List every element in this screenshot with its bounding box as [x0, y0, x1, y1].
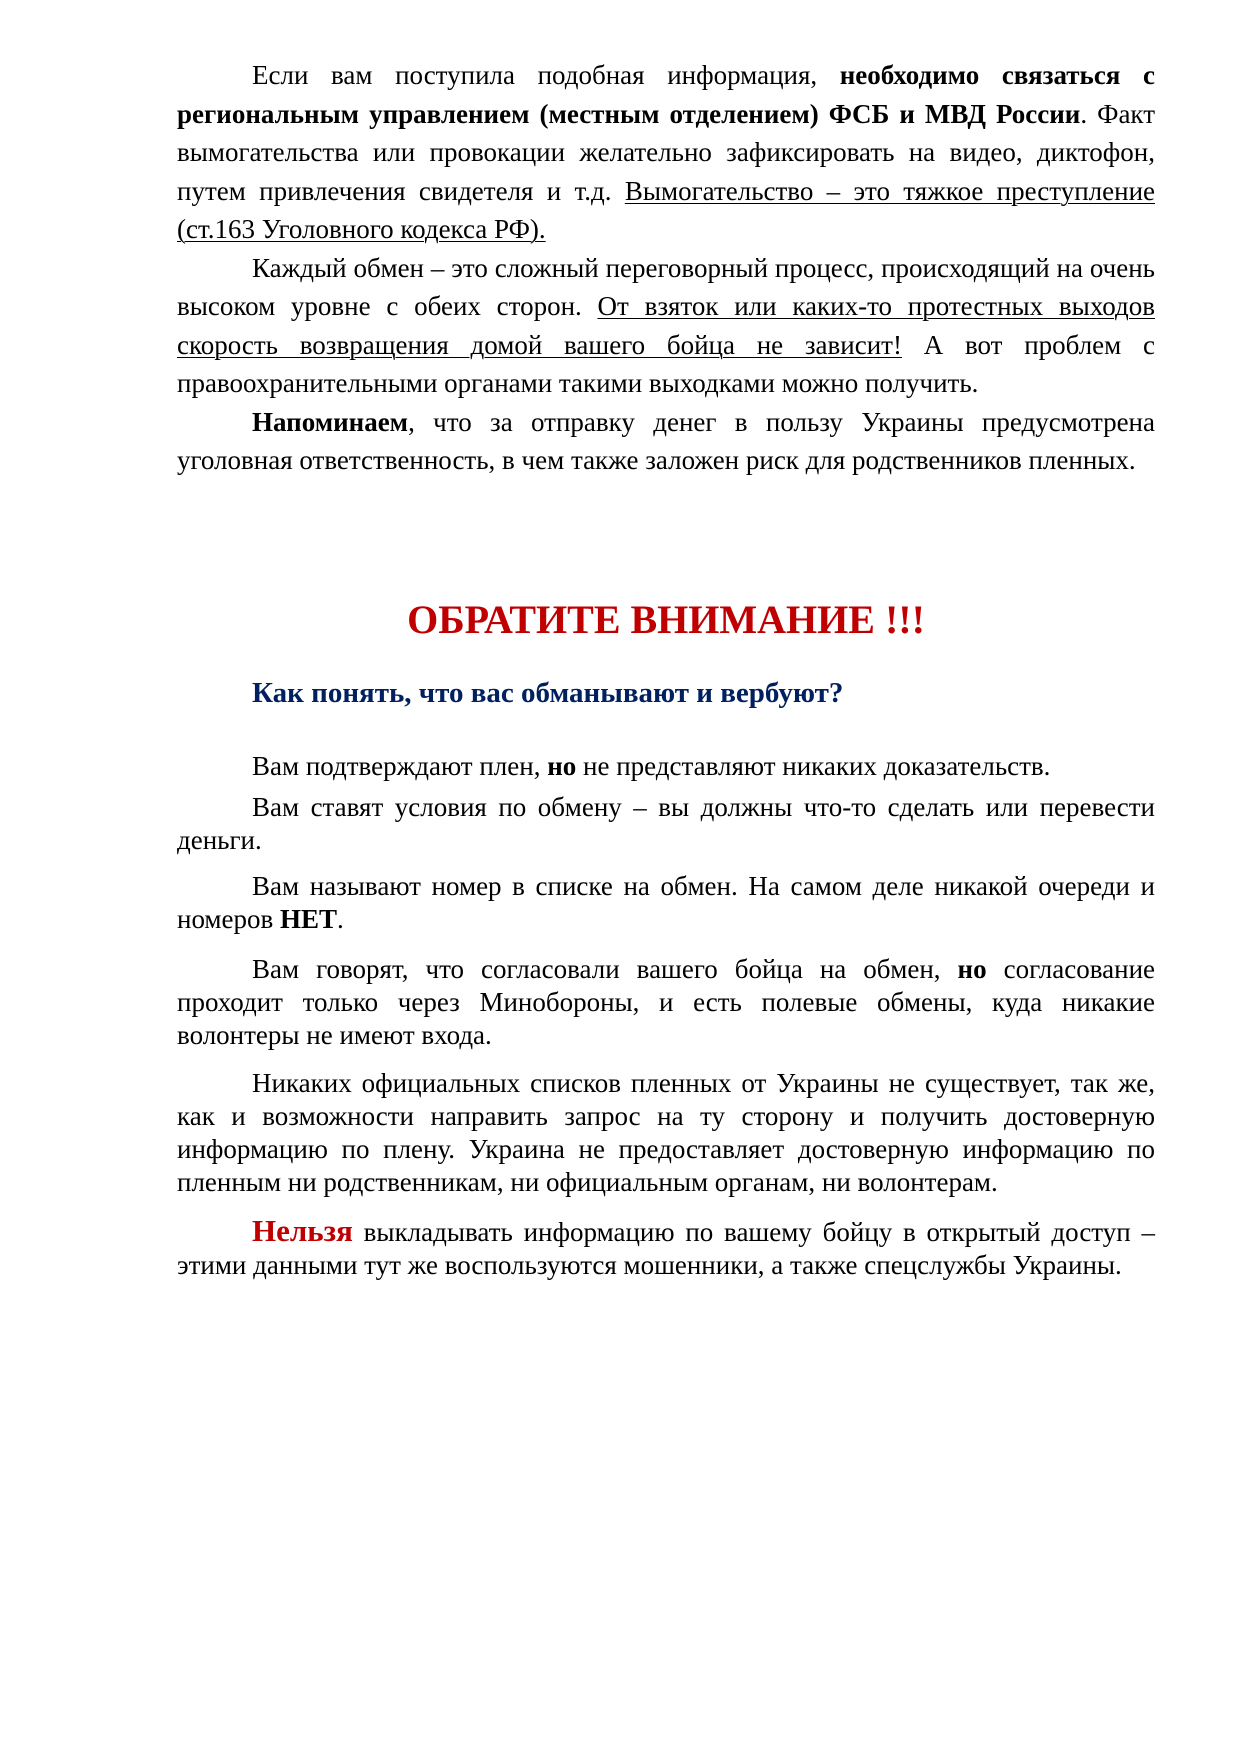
text-run: Никаких официальных списков пленных от Украины не существует, так же, как и возможности направить запрос на ту сторону и получить достоверную информацию по плену. Украина не предоставляет достоверную информацию по пленным ни родственникам, ни официальным органам, ни волонтерам. [177, 1068, 1155, 1197]
text-run: не представляют никаких доказательств. [576, 751, 1051, 781]
text-run: согласование проходит только через Минобороны, и есть полевые обмены, куда никакие волонтеры не имеют входа. [177, 954, 1155, 1050]
paragraph-contact-authorities [177, 56, 1155, 249]
emphasis-forbidden: Нельзя [252, 1213, 353, 1248]
sign-agreed-exchange [177, 953, 1155, 1052]
paragraph-exchange-process [177, 249, 1155, 403]
emphasis-reminder: Напоминаем [252, 406, 409, 437]
text-run: А вот проблем с правоохранительными органами такими выходками можно получить. [177, 329, 1155, 398]
underlined-extortion-warning: Вымогательство – это тяжкое преступление (ст.163 Уголовного кодекса РФ). [177, 175, 1156, 244]
text-run: Каждый обмен – это сложный переговорный процесс, происходящий на очень высоком уровне с обеих сторон. [177, 252, 1155, 321]
text-run: . [337, 904, 344, 934]
sign-exchange-conditions [177, 791, 1155, 857]
text-run: , что за отправку денег в пользу Украины предусмотрена уголовная ответственность, в чем также заложен риск для родственников пленных. [177, 406, 1155, 475]
signs-section [177, 750, 1155, 1282]
text-run: . Факт вымогательства или провокации желательно зафиксировать на видео, диктофон, путем привлечения свидетеля и т.д. [177, 98, 1155, 206]
emphasis-no: НЕТ [280, 904, 338, 934]
sign-list-number [177, 870, 1155, 936]
emphasis-but: но [547, 751, 577, 781]
text-run: Вам ставят условия по обмену – вы должны что-то сделать или перевести деньги. [177, 792, 1155, 855]
text-run: Если вам поступила подобная информация, [252, 60, 840, 90]
attention-title: ОБРАТИТЕ ВНИМАНИЕ !!! [407, 597, 925, 642]
emphasis-contact-fsb-mvd: необходимо связаться с региональным управлением (местным отделением) ФСБ и МВД России [177, 60, 1156, 129]
emphasis-but: но [957, 954, 987, 984]
sign-do-not-publish [177, 1214, 1155, 1282]
underlined-bribes-warning: От взяток или каких-то протестных выходов скорость возвращения домой вашего бойца не зависит! [177, 291, 1155, 360]
sign-no-proof [177, 750, 1155, 783]
sign-no-official-lists [177, 1067, 1155, 1199]
text-run: Вам говорят, что согласовали вашего бойца на обмен, [252, 954, 958, 984]
section-subtitle: Как понять, что вас обманывают и вербуют? [252, 677, 844, 709]
text-run: Вам подтверждают плен, [252, 751, 548, 781]
paragraph-reminder [177, 403, 1155, 480]
text-run: Вам называют номер в списке на обмен. На самом деле никакой очереди и номеров [177, 871, 1155, 934]
intro-section [177, 56, 1155, 480]
text-run: выкладывать информацию по вашему бойцу в открытый доступ – этими данными тут же воспользуются мошенники, а также спецслужбы Украины. [177, 1217, 1155, 1280]
